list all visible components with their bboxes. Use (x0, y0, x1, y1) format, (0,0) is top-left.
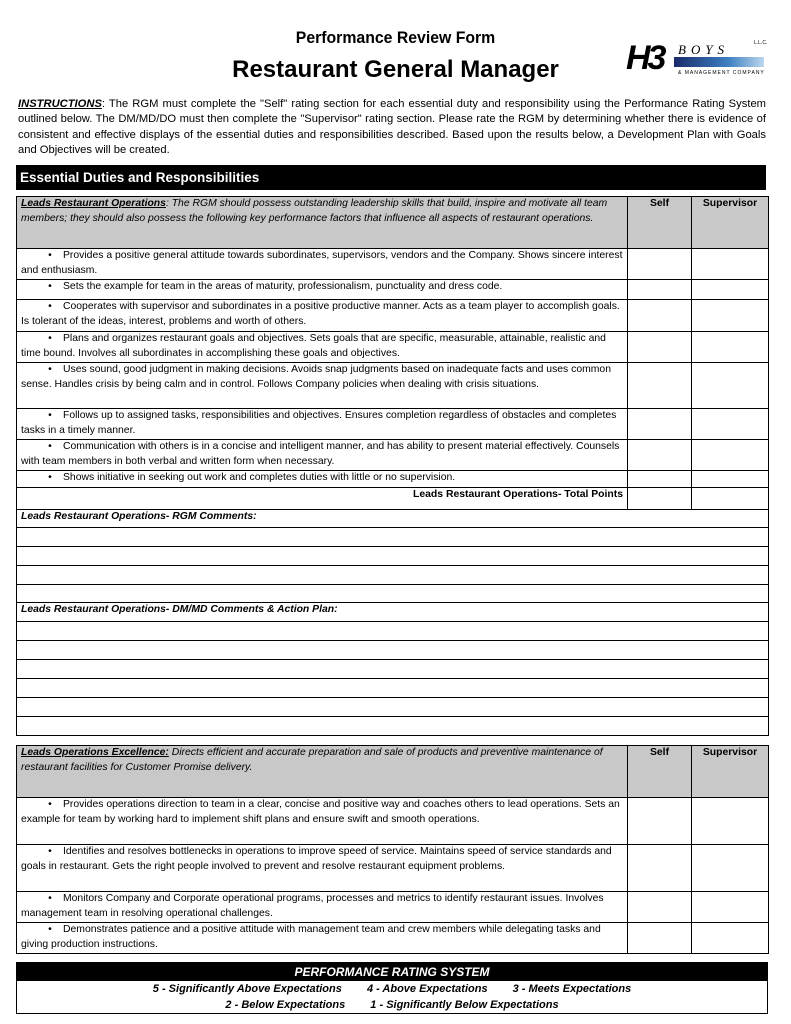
instructions-label: INSTRUCTIONS (18, 98, 102, 110)
self-rating-cell[interactable] (628, 845, 692, 892)
duty-item: • Sets the example for team in the areas of maturity, professionalism, punctuality and dress code. (17, 280, 628, 300)
instructions (18, 97, 766, 158)
logo-subtitle: & MANAGEMENT COMPANY (678, 70, 765, 76)
duties-section-bar: Essential Duties and Responsibilities (16, 165, 766, 190)
section1-table (16, 196, 769, 736)
supervisor-total-cell[interactable] (692, 488, 769, 510)
supervisor-rating-cell[interactable] (692, 300, 769, 332)
duty-item: • Uses sound, good judgment in making decisions. Avoids snap judgments based on inadequate facts and uses common sense. Handles crisis by being calm and in control. Follows Company policies when dealing with crisis situations. (17, 363, 628, 409)
self-rating-cell[interactable] (628, 892, 692, 923)
page-title: Restaurant General Manager (232, 56, 559, 83)
rating-2: 2 - Below Expectations (225, 999, 346, 1011)
supervisor-rating-cell[interactable] (692, 409, 769, 440)
instructions-text: : The RGM must complete the "Self" rating section for each essential duty and responsibility using the Performance Rating System outlined below. The DM/MD/DO must then complete the "Supervisor" rating section. Please rate the RGM by determining whether there is evidence of consistent and effective displays of the essential duties and responsibilities described. Based upon the results below, a Development Plan with Goals and Objectives will be created. (18, 98, 766, 156)
logo-mark: H3 (626, 39, 664, 77)
page-header (0, 24, 791, 88)
table-row (17, 845, 769, 892)
section2-header (17, 746, 628, 798)
duty-item: • Communication with others is in a concise and intelligent manner, and has ability to present material effectively. Counsels with team members in both verbal and written form when necessary. (17, 440, 628, 471)
self-rating-cell[interactable] (628, 471, 692, 488)
table-row (17, 923, 769, 954)
table-row (17, 798, 769, 845)
table-row (17, 440, 769, 471)
self-rating-cell[interactable] (628, 280, 692, 300)
supervisor-rating-cell[interactable] (692, 471, 769, 488)
rating-system-title: PERFORMANCE RATING SYSTEM (17, 963, 767, 981)
duty-item: • Plans and organizes restaurant goals and objectives. Sets goals that are specific, measurable, attainable, realistic and time bound. Involves all subordinates in accomplishing these goals and objectives. (17, 332, 628, 363)
total-points-label: Leads Restaurant Operations- Total Points (17, 488, 628, 510)
self-total-cell[interactable] (628, 488, 692, 510)
logo-llc: L.L.C. (754, 40, 768, 46)
self-rating-cell[interactable] (628, 923, 692, 954)
duty-item: • Monitors Company and Corporate operational programs, processes and metrics to identify restaurant issues. Involves management team in resolving operational challenges. (17, 892, 628, 923)
duty-item: • Provides a positive general attitude towards subordinates, supervisors, vendors and the Company. Shows sincere interest and enthusiasm. (17, 249, 628, 280)
duty-item: • Follows up to assigned tasks, responsibilities and objectives. Ensures completion regardless of obstacles and completes tasks in a timely manner. (17, 409, 628, 440)
supervisor-rating-cell[interactable] (692, 249, 769, 280)
duty-item: • Provides operations direction to team in a clear, concise and positive way and coaches others to lead operations. Sets an example for team by working hard to implement shift plans and ensure swift and smooth operations. (17, 798, 628, 845)
rating-4: 4 - Above Expectations (366, 983, 488, 995)
supervisor-rating-cell[interactable] (692, 440, 769, 471)
self-rating-cell[interactable] (628, 363, 692, 409)
supervisor-column-header: Supervisor (692, 746, 769, 798)
duty-item: • Cooperates with supervisor and subordinates in a positive productive manner. Acts as a team player to accomplish goals. Is tolerant of the ideas, interest, problems and worth of others. (17, 300, 628, 332)
section2-desc: Directs efficient and accurate preparation and sale of products and preventive maintenance of restaurant facilities for Customer Promise delivery. (21, 747, 603, 773)
section1-lead: Leads Restaurant Operations (21, 198, 166, 209)
total-row (17, 488, 769, 510)
rating-line-1 (17, 983, 767, 995)
self-rating-cell[interactable] (628, 300, 692, 332)
self-rating-cell[interactable] (628, 332, 692, 363)
logo-name: BOYS (678, 42, 730, 57)
dm-comment-line[interactable] (17, 717, 769, 736)
self-rating-cell[interactable] (628, 798, 692, 845)
section2-lead: Leads Operations Excellence: (21, 747, 169, 758)
supervisor-rating-cell[interactable] (692, 363, 769, 409)
table-row (17, 300, 769, 332)
self-rating-cell[interactable] (628, 249, 692, 280)
section2-table (16, 745, 769, 954)
table-row (17, 409, 769, 440)
rgm-comment-line[interactable] (17, 528, 769, 547)
table-row (17, 892, 769, 923)
dm-comment-line[interactable] (17, 679, 769, 698)
supervisor-column-header: Supervisor (692, 197, 769, 249)
dm-comment-line[interactable] (17, 698, 769, 717)
dm-comment-line[interactable] (17, 641, 769, 660)
rating-1: 1 - Significantly Below Expectations (370, 999, 559, 1011)
performance-rating-system (16, 962, 768, 1014)
self-rating-cell[interactable] (628, 409, 692, 440)
rating-line-2 (17, 999, 767, 1011)
section1-desc: : The RGM should possess outstanding leadership skills that build, inspire and motivate all team members; they should also possess the following key performance factors that influence all aspects of restaurant operations. (21, 198, 608, 224)
rating-5: 5 - Significantly Above Expectations (152, 983, 342, 995)
table-row (17, 332, 769, 363)
duty-item: • Demonstrates patience and a positive attitude with management team and crew members while delegating tasks and giving production instructions. (17, 923, 628, 954)
form-title: Performance Review Form (295, 28, 496, 47)
logo-band (674, 57, 764, 67)
supervisor-rating-cell[interactable] (692, 845, 769, 892)
table-row (17, 280, 769, 300)
self-rating-cell[interactable] (628, 440, 692, 471)
dm-comments-label: Leads Restaurant Operations- DM/MD Comments & Action Plan: (17, 603, 769, 622)
duty-item: • Identifies and resolves bottlenecks in operations to improve speed of service. Maintains speed of service standards and goals in restaurant. Gets the right people involved to prevent and resolve restaurant equipment problems. (17, 845, 628, 892)
self-column-header: Self (628, 197, 692, 249)
self-column-header: Self (628, 746, 692, 798)
supervisor-rating-cell[interactable] (692, 280, 769, 300)
rgm-comments-label: Leads Restaurant Operations- RGM Comments: (17, 510, 769, 528)
table-row (17, 471, 769, 488)
rgm-comment-line[interactable] (17, 547, 769, 566)
rgm-comment-line[interactable] (17, 585, 769, 603)
company-logo (626, 40, 766, 82)
supervisor-rating-cell[interactable] (692, 892, 769, 923)
supervisor-rating-cell[interactable] (692, 923, 769, 954)
table-row (17, 363, 769, 409)
dm-comment-line[interactable] (17, 622, 769, 641)
rgm-comment-line[interactable] (17, 566, 769, 585)
table-row (17, 249, 769, 280)
dm-comment-line[interactable] (17, 660, 769, 679)
section1-header (17, 197, 628, 249)
duty-item: • Shows initiative in seeking out work and completes duties with little or no supervision. (17, 471, 628, 488)
rating-3: 3 - Meets Expectations (512, 983, 632, 995)
supervisor-rating-cell[interactable] (692, 332, 769, 363)
supervisor-rating-cell[interactable] (692, 798, 769, 845)
